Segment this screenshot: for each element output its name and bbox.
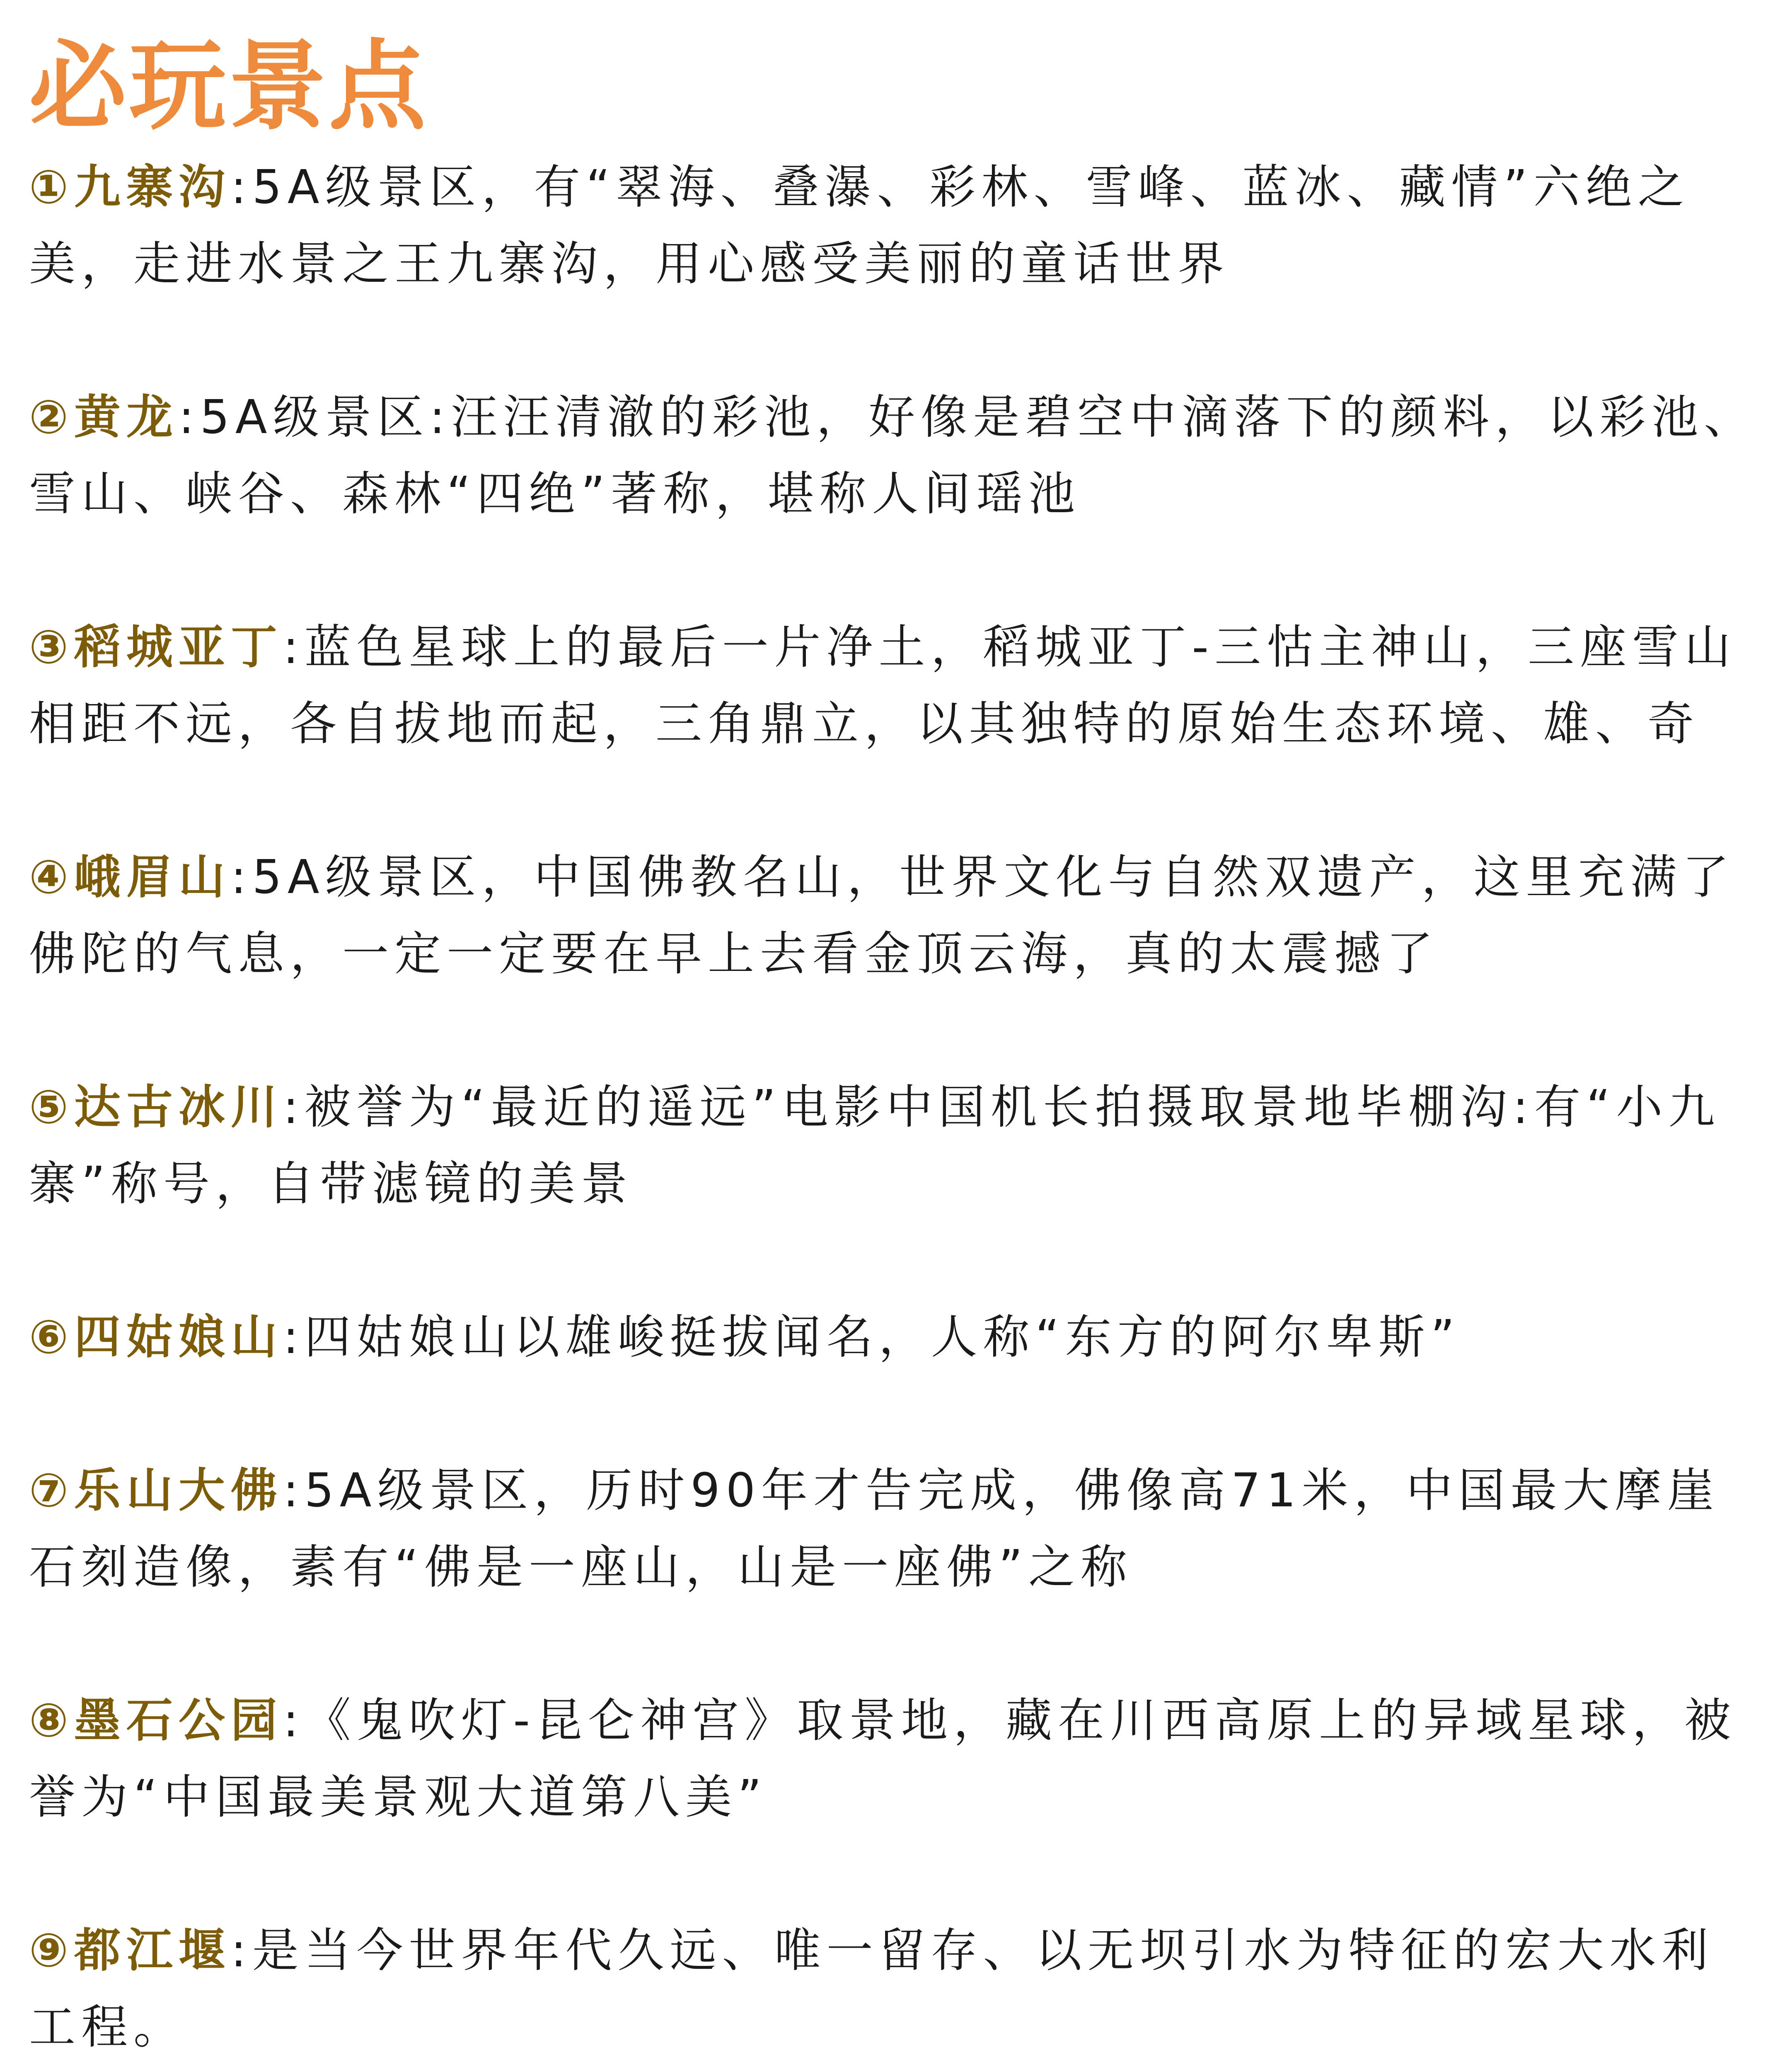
spot-head [29,160,231,214]
spot-separator: : [230,1924,252,1978]
spot-number: ③ [29,620,74,674]
spot-name: 黄龙 [74,390,179,444]
spot-description: 5A级景区，有“翠海、叠瀑、彩林、雪峰、蓝冰、藏情”六绝之美，走进水景之王九寨沟，用心感受美丽的童话世界 [29,160,1690,291]
spot-name: 九寨沟 [74,160,231,214]
spot-name: 达古冰川 [74,1080,283,1134]
spot-head [29,1080,283,1134]
spot-head [29,620,283,674]
spot-number: ② [29,390,74,444]
spot-name: 都江堰 [74,1924,231,1978]
spot-name: 墨石公园 [74,1694,283,1748]
spot-description: 5A级景区，中国佛教名山，世界文化与自然双遗产，这里充满了佛陀的气息，一定一定要在早上去看金顶云海，真的太震撼了 [29,850,1735,981]
list-item [29,1682,1761,1836]
spot-separator: : [283,1694,305,1748]
spot-head [29,1924,231,1978]
spot-description: 四姑娘山以雄峻挺拔闻名，人称“东方的阿尔卑斯” [304,1310,1461,1364]
spot-head [29,850,231,904]
spot-head [29,1694,283,1748]
page-title: 必玩景点 [29,30,428,143]
list-item [29,839,1761,992]
spot-name: 稻城亚丁 [74,620,283,674]
list-item [29,609,1761,762]
list-item [29,1912,1761,2066]
spot-number: ⑥ [29,1310,74,1364]
spot-head [29,1464,283,1518]
spot-name: 乐山大佛 [74,1464,283,1518]
spot-separator: : [283,1464,305,1518]
spot-description: 被誉为“最近的遥远”电影中国机长拍摄取景地毕棚沟:有“小九寨”称号，自带滤镜的美景 [29,1080,1721,1211]
list-item [29,1452,1761,1606]
spot-separator: : [178,390,200,444]
spot-description: 蓝色星球上的最后一片净土，稻城亚丁-三怙主神山，三座雪山相距不远，各自拔地而起，三角鼎立，以其独特的原始生态环境、雄、奇 [29,620,1737,751]
spot-separator: : [283,1310,305,1364]
spot-separator: : [230,160,252,214]
spot-number: ⑧ [29,1694,74,1748]
spot-description: 5A级景区，历时90年才告完成，佛像高71米，中国最大摩崖石刻造像，素有“佛是一座山，山是一座佛”之称 [29,1464,1720,1594]
spot-separator: : [283,620,305,674]
spot-head [29,390,179,444]
spot-description: 《鬼吹灯-昆仑神宫》取景地，藏在川西高原上的异域星球，被誉为“中国最美景观大道第八美” [29,1694,1737,1824]
list-item [29,149,1761,303]
spot-number: ④ [29,850,74,904]
spot-name: 四姑娘山 [74,1310,283,1364]
spot-head [29,1310,283,1364]
spot-number: ⑨ [29,1924,74,1978]
spot-number: ① [29,160,74,214]
spot-number: ⑤ [29,1080,74,1134]
spot-separator: : [230,850,252,904]
spot-separator: : [283,1080,305,1134]
spot-list [29,149,1761,2072]
list-item [29,1299,1761,1376]
spot-description: 5A级景区:汪汪清澈的彩池，好像是碧空中滴落下的颜料，以彩池、雪山、峡谷、森林“四绝”著称，堪称人间瑶池 [29,390,1756,521]
spot-description: 是当今世界年代久远、唯一留存、以无坝引水为特征的宏大水利工程。 [29,1924,1714,2054]
spot-number: ⑦ [29,1464,74,1518]
list-item [29,1069,1761,1222]
list-item [29,379,1761,533]
spot-name: 峨眉山 [74,850,231,904]
